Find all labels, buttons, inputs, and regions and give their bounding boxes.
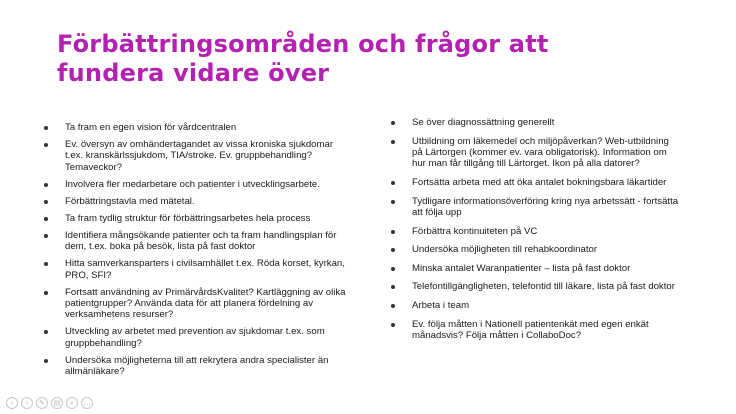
bullet-dot-icon [44, 359, 48, 363]
bullet-text: Utveckling av arbetet med prevention av sjukdomar t.ex. som gruppbehandling? [65, 326, 325, 349]
bullet-text: Förbättra kontinuiteten på VC [412, 225, 538, 237]
bullet-dot-icon [391, 267, 395, 271]
bullet-item [391, 263, 681, 274]
bullet-item [391, 244, 681, 255]
bullet-item [44, 355, 350, 378]
bullet-item [391, 319, 681, 342]
bullet-item [44, 196, 350, 207]
bullet-item [44, 326, 350, 349]
bullet-dot-icon [44, 200, 48, 204]
bullet-text: Involvera fler medarbetare och patienter i utvecklingsarbete. [65, 178, 320, 190]
bullet-dot-icon [391, 121, 395, 125]
bullet-text: Minska antalet Waranpatienter – lista på fast doktor [412, 262, 631, 274]
zoom-icon[interactable]: ⌕ [66, 397, 78, 409]
bullet-text: Ta fram tydlig struktur för förbättringsarbetes hela process [65, 212, 311, 224]
bullet-text: Förbättringstavla med mätetal. [65, 195, 195, 207]
bullet-text: Fortsätta arbeta med att öka antalet bokningsbara läkartider [412, 177, 667, 188]
bullet-item [391, 226, 681, 237]
bullet-item [391, 136, 681, 170]
bullet-item [391, 196, 681, 219]
bullet-item [44, 139, 350, 173]
bullet-item [391, 300, 681, 311]
bullet-dot-icon [391, 304, 395, 308]
bullet-dot-icon [44, 217, 48, 221]
pen-icon[interactable]: ✎ [36, 397, 48, 409]
bullet-dot-icon [44, 330, 48, 334]
bullet-dot-icon [44, 183, 48, 187]
bullet-text: Telefontillgängligheten, telefontid till läkare, lista på fast doktor [412, 281, 675, 293]
left-bullet-list [44, 122, 350, 383]
bullet-text: Tydligare informationsöverföring kring nya arbetssätt - fortsätta att följa upp [412, 195, 679, 218]
bullet-dot-icon [391, 248, 395, 252]
bullet-text: Arbeta i team [412, 299, 470, 311]
bullet-item [391, 177, 681, 188]
bullet-text: Undersöka möjligheten till rehabkoordinator [412, 244, 598, 256]
slides-icon[interactable]: ▤ [51, 397, 63, 409]
bullet-text: Identifiera mångsökande patienter och ta fram handlingsplan för dem, t.ex. boka på besök, lista på fast doktor [65, 229, 337, 253]
prev-slide-icon[interactable]: ‹ [6, 397, 18, 409]
bullet-dot-icon [391, 181, 395, 185]
bullet-item [44, 287, 350, 321]
bullet-text: Utbildning om läkemedel och miljöpåverkan? Web-utbildning på Lärtorgen (kommer ev. vara obligatorisk). Information om hur man får tillgång till Lärtorget. Ikon på alla datorer? [412, 135, 669, 170]
bullet-dot-icon [44, 234, 48, 238]
bullet-dot-icon [44, 262, 48, 266]
bullet-dot-icon [391, 285, 395, 289]
bullet-dot-icon [44, 291, 48, 295]
bullet-item [44, 230, 350, 253]
bullet-dot-icon [44, 126, 48, 130]
bullet-text: Ev. följa måtten i Nationell patientenkät med egen enkät månadsvis? Följa måtten i CollaboDoc? [412, 318, 649, 341]
bullet-item [44, 258, 350, 281]
slideshow-controls [6, 397, 93, 409]
bullet-dot-icon [44, 143, 48, 147]
bullet-item [391, 117, 681, 128]
bullet-dot-icon [391, 140, 395, 144]
bullet-text: Hitta samverkansparters i civilsamhället t.ex. Röda korset, kyrkan, PRO, SFI? [65, 258, 345, 281]
bullet-item [44, 179, 350, 190]
bullet-dot-icon [391, 230, 395, 234]
bullet-text: Ta fram en egen vision för vårdcentralen [65, 122, 237, 133]
right-bullet-list [391, 117, 681, 349]
more-options-icon[interactable]: … [81, 397, 93, 409]
bullet-item [391, 281, 681, 292]
bullet-text: Undersöka möjligheterna till att rekrytera andra specialister än allmänläkare? [65, 354, 329, 378]
bullet-item [44, 213, 350, 224]
bullet-text: Ev. översyn av omhändertagandet av vissa kroniska sjukdomar t.ex. kranskärlssjukdom, TIA/stroke. Ev. gruppbehandling? Temaveckor? [65, 139, 334, 173]
bullet-text: Se över diagnossättning generellt [412, 117, 555, 128]
bullet-dot-icon [391, 200, 395, 204]
slide-title: Förbättringsområden och frågor att fundera vidare över [57, 30, 549, 87]
bullet-item [44, 122, 350, 133]
bullet-dot-icon [391, 323, 395, 327]
bullet-text: Fortsatt användning av PrimärvårdsKvalitet? Kartläggning av olika patientgrupper? Använda data för att planera fördelning av verksamhetens resurser? [65, 286, 346, 321]
next-slide-icon[interactable]: › [21, 397, 33, 409]
